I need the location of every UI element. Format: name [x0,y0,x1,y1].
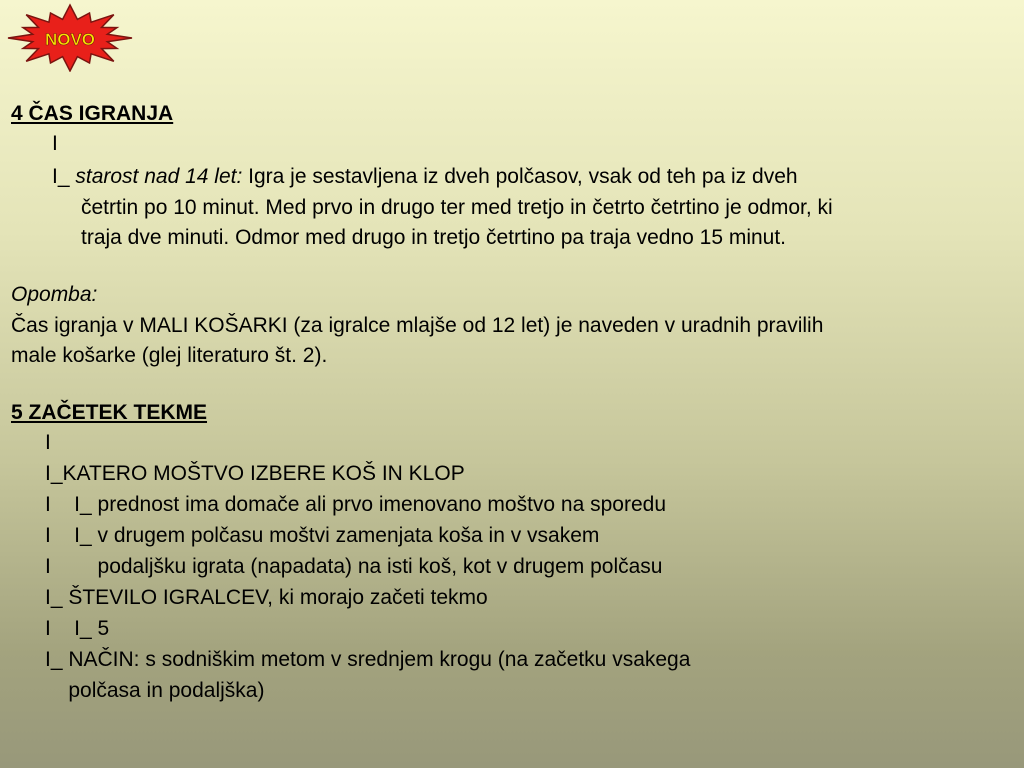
section-4-title: 4 ČAS IGRANJA [11,102,174,125]
section-5-line-8: I_ NAČIN: s sodniškim metom v srednjem krogu (na začetku vsakega [45,648,691,671]
section-4-item-continuation-1: četrtin po 10 minut. Med prvo in drugo ter med tretjo in četrto četrtino je odmor, ki [81,196,833,219]
section-5-line-6: I_ ŠTEVILO IGRALCEV, ki morajo začeti tekmo [45,586,488,609]
section-4-branch: I [52,132,58,155]
novo-badge-icon [4,2,134,72]
section-5-line-4: I I_ v drugem polčasu moštvi zamenjata koša in v vsakem [45,524,600,547]
section-5-line-2: I_KATERO MOŠTVO IZBERE KOŠ IN KLOP [45,462,465,485]
section-5-line-9: polčasa in podaljška) [45,679,265,702]
section-5-title: 5 ZAČETEK TEKME [11,401,208,424]
section-5-line-7: I I_ 5 [45,617,110,640]
section-5-line-3: I I_ prednost ima domače ali prvo imenovano moštvo na sporedu [45,493,666,516]
section-4-item [52,162,798,192]
item-prefix: I_ [52,165,76,188]
badge-label: NOVO [44,30,96,49]
note-line-1: Čas igranja v MALI KOŠARKI (za igralce mlajše od 12 let) je naveden v uradnih pravilih [11,314,824,337]
item-text: Igra je sestavljena iz dveh polčasov, vsak od teh pa iz dveh [242,165,798,188]
section-5-line-1: I [45,431,51,454]
note-label: Opomba: [11,283,98,306]
age-label: starost nad 14 let: [75,165,243,188]
note-line-2: male košarke (glej literaturo št. 2). [11,344,328,367]
section-5-line-5: I podaljšku igrata (napadata) na isti koš, kot v drugem polčasu [45,555,663,578]
section-4-item-continuation-2: traja dve minuti. Odmor med drugo in tretjo četrtino pa traja vedno 15 minut. [81,226,787,249]
